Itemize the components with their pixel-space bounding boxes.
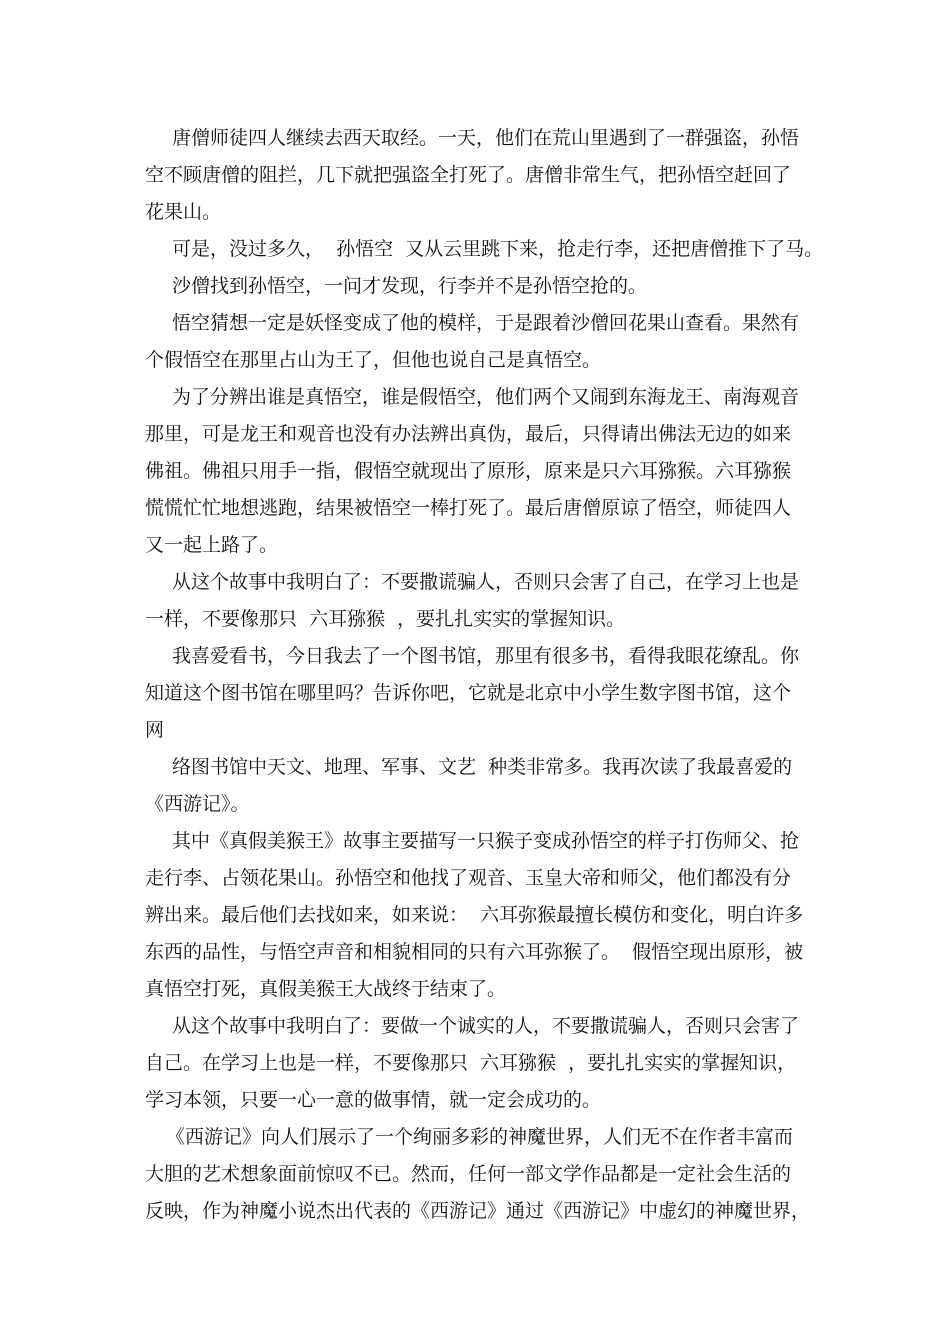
text-line: 学习本领，只要一心一意的做事情，就一定会成功的。 — [145, 1089, 602, 1111]
text-line: 可是，没过多久， 孙悟空 又从云里跳下来，抢走行李，还把唐僧推下了马。 — [172, 238, 824, 260]
text-line: 空不顾唐僧的阻拦，几下就把强盗全打死了。唐僧非常生气，把孙悟空赶回了 — [145, 164, 792, 186]
text-line: 知道这个图书馆在哪里吗？告诉你吧，它就是北京中小学生数字图书馆，这个 — [145, 682, 792, 704]
text-line: 走行李、占领花果山。孙悟空和他找了观音、玉皇大帝和师父，他们都没有分 — [145, 867, 792, 889]
text-line: 其中《真假美猴王》故事主要描写一只猴子变成孙悟空的样子打伤师父、抢 — [172, 830, 800, 852]
text-line: 大胆的艺术想象面前惊叹不已。然而，任何一部文学作品都是一定社会生活的 — [145, 1163, 792, 1185]
text-line: 一样，不要像那只 六耳猕猴 ，要扎扎实实的掌握知识。 — [145, 608, 626, 630]
text-line: 又一起上路了。 — [145, 534, 279, 556]
text-line: 慌慌忙忙地想逃跑，结果被悟空一棒打死了。最后唐僧原谅了悟空，师徒四人 — [145, 497, 792, 519]
text-line: 沙僧找到孙悟空，一问才发现，行李并不是孙悟空抢的。 — [172, 275, 648, 297]
text-line: 那里，可是龙王和观音也没有办法辨出真伪，最后，只得请出佛法无边的如来 — [145, 423, 792, 445]
text-line: 我喜爱看书，今日我去了一个图书馆，那里有很多书，看得我眼花缭乱。你 — [172, 645, 800, 667]
text-line: 个假悟空在那里占山为王了，但他也说自己是真悟空。 — [145, 349, 602, 371]
text-line: 络图书馆中天文、地理、军事、文艺 种类非常多。我再次读了我最喜爱的 — [172, 756, 793, 778]
text-line: 《西游记》。 — [145, 793, 250, 815]
text-line: 从这个故事中我明白了：要做一个诚实的人，不要撒谎骗人，否则只会害了 — [172, 1015, 800, 1037]
text-line: 东西的品性，与悟空声音和相貌相同的只有六耳弥猴了。 假悟空现出原形，被 — [145, 941, 804, 963]
text-line: 真悟空打死，真假美猴王大战终于结束了。 — [145, 978, 507, 1000]
text-line: 辨出来。最后他们去找如来，如来说： 六耳弥猴最擅长模仿和变化，明白许多 — [145, 904, 804, 926]
text-line: 反映，作为神魔小说杰出代表的《西游记》通过《西游记》中虚幻的神魔世界， — [145, 1200, 811, 1222]
text-line: 自己。在学习上也是一样，不要像那只 六耳猕猴 ，要扎扎实实的掌握知识， — [145, 1052, 797, 1074]
text-line: 从这个故事中我明白了：不要撒谎骗人，否则只会害了自己，在学习上也是 — [172, 571, 800, 593]
text-line: 佛祖。佛祖只用手一指，假悟空就现出了原形，原来是只六耳猕猴。六耳猕猴 — [145, 460, 792, 482]
text-line: 唐僧师徒四人继续去西天取经。一天，他们在荒山里遇到了一群强盗，孙悟 — [172, 127, 800, 149]
text-line: 悟空猜想一定是妖怪变成了他的模样，于是跟着沙僧回花果山查看。果然有 — [172, 312, 800, 334]
text-line: 《西游记》向人们展示了一个绚丽多彩的神魔世界，人们无不在作者丰富而 — [166, 1126, 794, 1148]
text-line: 花果山。 — [145, 201, 222, 223]
text-line: 网 — [145, 719, 165, 741]
text-line: 为了分辨出谁是真悟空，谁是假悟空，他们两个又闹到东海龙王、南海观音 — [172, 386, 800, 408]
